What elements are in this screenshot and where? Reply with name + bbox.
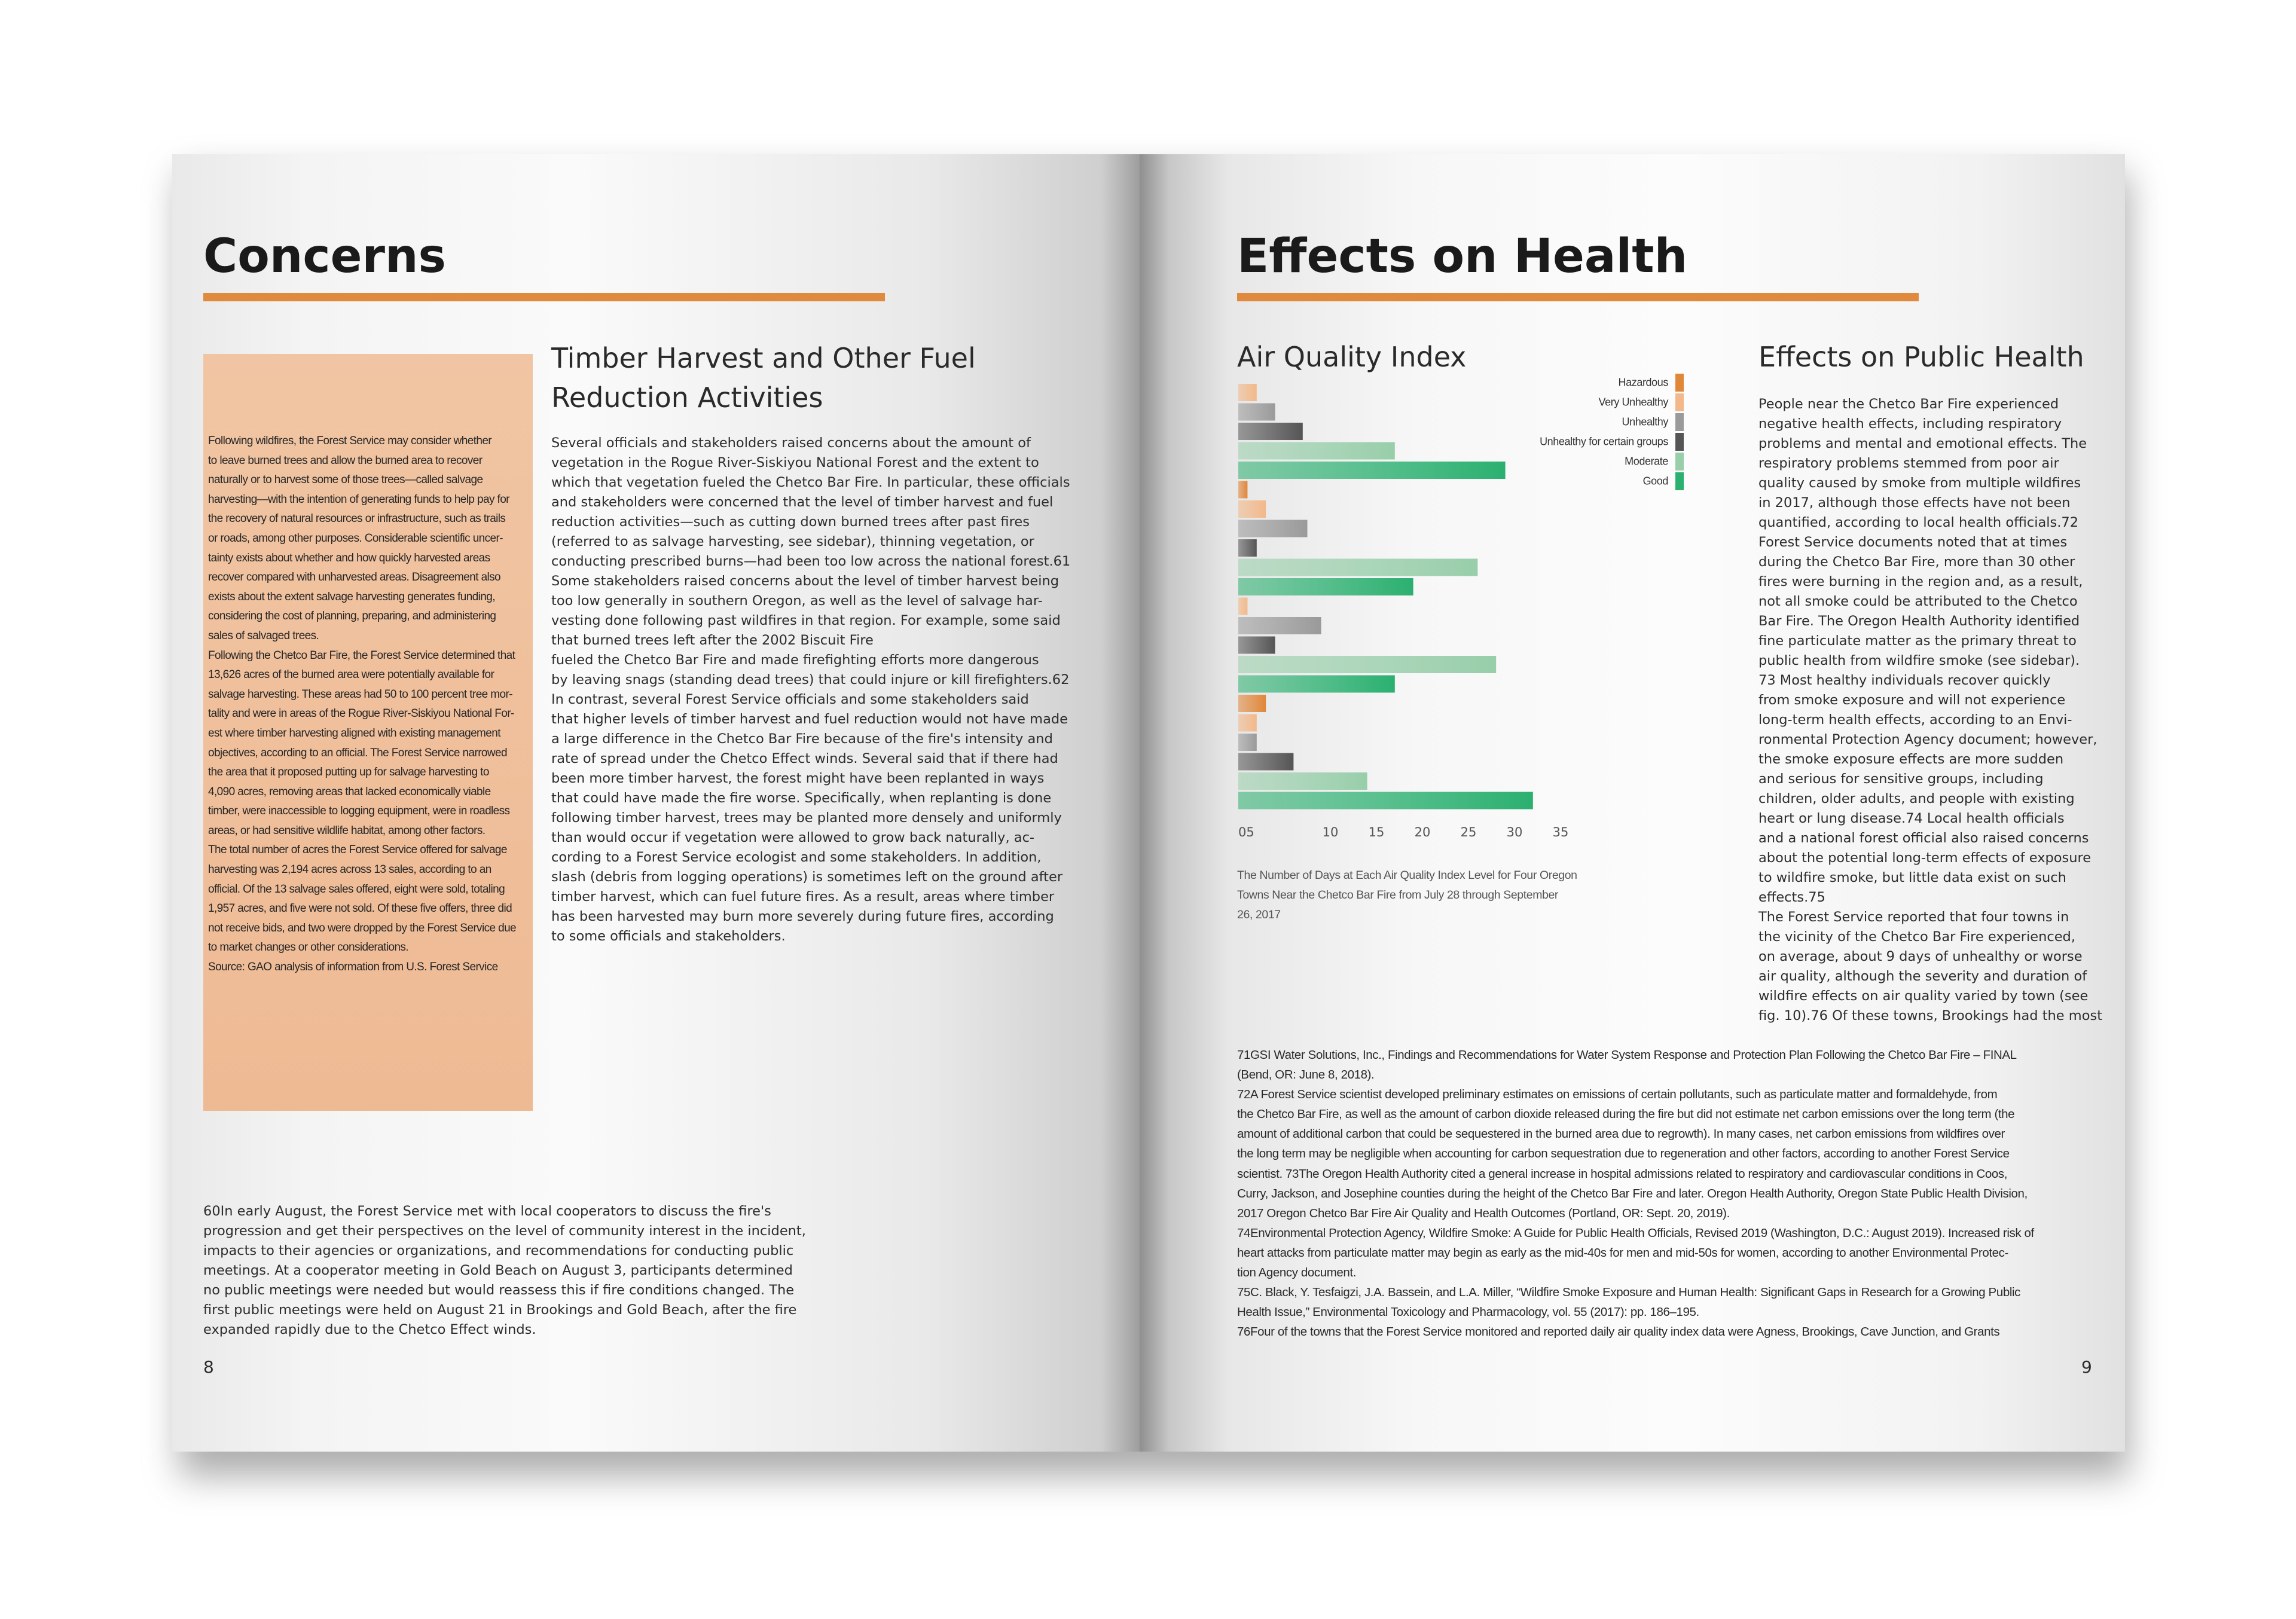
page-number: 8 xyxy=(203,1357,214,1377)
bar xyxy=(1238,442,1395,460)
legend-label: Unhealthy xyxy=(1622,416,1668,428)
bar xyxy=(1238,559,1477,576)
body-text: Several officials and stakeholders raised concerns about the amount of vegetation in the Rogue River-Siskiyou National Forest and the extent to which that vegetation fueled the Chetco Bar Fire. In particular, these officials and stakeholders were concerned that the level of timber harvest and fuel reduction activities—such as cutting down burned trees after past fires (referred to as salvage harvesting, see sidebar), thinning vegetation, or conducting prescribed burns—had been too low across the national forest.61 Some stakeholders raised concerns about the level of timber harvest being too low generally in southern Oregon, as well as the level of salvage har- vesting done following past wildfires in that region. For example, some said that burned trees left after the 2002 Biscuit Fire fueled the Chetco Bar Fire and made firefighting efforts more dangerous by leaving snags (standing dead trees) that could injure or kill firefighters.62 In contrast, several Forest Service officials and some stakeholders said that higher levels of timber harvest and fuel reduction would not have made a large difference in the Chetco Bar Fire because of the fire's intensity and rate of spread under the Chetco Effect winds. Several said that if there had been more timber harvest, the forest might have been replanted in ways that could have made the fire worse. Specifically, when replanting is done following timber harvest, trees may be planted more densely and uniformly than would occur if vegetation were allowed to grow back naturally, ac- cording to a Forest Service ecologist and some stakeholders. In addition, slash (debris from logging operations) is sometimes left on the ground after timber harvest, which can fuel future fires. As a result, areas where timber has been harvested may burn more severely during future fires, according to some officials and stakeholders. xyxy=(551,435,1071,944)
legend-swatch xyxy=(1675,374,1684,392)
chart-caption: The Number of Days at Each Air Quality Index Level for Four Oregon Towns Near the Chetco Bar Fire from July 28 through September 26, 2017 xyxy=(1237,869,1577,921)
left-page xyxy=(172,154,1140,1452)
page-number: 9 xyxy=(2081,1357,2092,1377)
legend-swatch xyxy=(1675,413,1684,431)
legend-item xyxy=(1643,472,1684,490)
legend-label: Very Unhealthy xyxy=(1598,396,1668,408)
right-page xyxy=(1140,154,2125,1452)
footnote-60: 60In early August, the Forest Service met with local cooperators to discuss the fire's progression and get their perspectives on the level of community interest in the incident, impacts to their agencies or organizations, and recommendations for conducting public meetings. At a cooperator meeting in Gold Beach on August 3, participants determined no public meetings were needed but would reassess this if fire conditions changed. The first public meetings were held on August 21 in Brookings and Gold Beach, after the fire expanded rapidly due to the Chetco Effect winds. xyxy=(203,1203,806,1337)
bar xyxy=(1238,753,1293,771)
chart-title: Air Quality Index xyxy=(1237,341,1467,373)
x-tick-label: 20 xyxy=(1414,825,1431,839)
bar xyxy=(1238,578,1413,595)
x-tick-label: 35 xyxy=(1552,825,1569,839)
aqi-bar-chart xyxy=(1229,384,1648,844)
title-rule xyxy=(1237,293,1919,301)
bar xyxy=(1238,384,1257,401)
health-body-text: People near the Chetco Bar Fire experienced negative health effects, including respiratory problems and mental and emotional effects. The respiratory problems stemmed from poor air quality caused by smoke from multiple wildfires in 2017, although those effects have not been quantified, according to local health officials.72 Forest Service documents noted that at times during the Chetco Bar Fire, more than 30 other fires were burning in the region and, as a result, not all smoke could be attributed to the Chetco Bar Fire. The Oregon Health Authority identified fine particulate matter as the primary threat to public health from wildfire smoke (see sidebar). 73 Most healthy individuals recover quickly from smoke exposure and will not experience long-term health effects, according to an Envi- ronmental Protection Agency document; however, the smoke exposure effects are more sudden and serious for sensitive groups, including children, older adults, and people with existing heart or lung disease.74 Local health officials and a national forest official also raised concerns about the potential long-term effects of exposure to wildfire smoke, but little data exist on such effects.75 The Forest Service reported that four towns in the vicinity of the Chetco Bar Fire experienced, on average, about 9 days of unhealthy or worse air quality, although the severity and duration of wildfire effects on air quality varied by town (see fig. 10).76 Of these towns, Brookings had the most xyxy=(1758,396,2103,1024)
bar xyxy=(1238,695,1266,712)
legend-swatch xyxy=(1675,472,1684,490)
bar xyxy=(1238,500,1266,518)
bar xyxy=(1238,598,1247,615)
x-tick-label: 25 xyxy=(1460,825,1477,839)
bar xyxy=(1238,676,1395,693)
bar xyxy=(1238,772,1367,790)
page-title: Concerns xyxy=(203,230,446,283)
bar xyxy=(1238,539,1257,557)
bar xyxy=(1238,423,1303,440)
sidebar-box xyxy=(203,354,533,1111)
title-rule xyxy=(203,293,885,301)
sidebar-text: Following wildfires, the Forest Service may consider whether to leave burned trees and allow the burned area to recover naturally or to harvest some of those trees—called salvage harvesting—with the intention of generating funds to help pay for the recovery of natural resources or infrastructure, such as trails or roads, among other purposes. Considerable scientific uncer- tainty exists about whether and how quickly harvested areas recover compared with unharvested areas. Disagreement also exists about the extent salvage harvesting generates funding, considering the cost of planning, preparing, and administering sales of salvaged trees. Following the Chetco Bar Fire, the Forest Service determined that 13,626 acres of the burned area were potentially available for salvage harvesting. These areas had 50 to 100 percent tree mor- tality and were in areas of the Rogue River-Siskiyou National For- est where timber harvesting aligned with existing management objectives, according to an official. The Forest Service narrowed the area that it proposed putting up for salvage harvesting to 4,090 acres, removing areas that lacked economically viable timber, were inaccessible to logging equipment, were in roadless areas, or had sensitive wildlife habitat, among other factors. The total number of acres the Forest Service offered for salvage harvesting was 2,194 acres across 13 sales, according to an official. Of the 13 salvage sales offered, eight were sold, totaling 1,957 acres, and five were not sold. Of these five offers, three did not receive bids, and two were dropped by the Forest Service due to market changes or other considerations. Source: GAO analysis of information from U.S. Forest Service xyxy=(208,435,517,974)
bar xyxy=(1238,462,1506,479)
legend-swatch xyxy=(1675,453,1684,471)
section-heading: Timber Harvest and Other Fuel Reduction Activities xyxy=(551,342,976,414)
x-tick-label: 30 xyxy=(1506,825,1523,839)
bar xyxy=(1238,792,1533,810)
bar xyxy=(1238,520,1308,537)
legend-label: Unhealthy for certain groups xyxy=(1540,435,1668,448)
bar xyxy=(1238,656,1496,673)
legend-label: Hazardous xyxy=(1618,376,1668,389)
legend-label: Moderate xyxy=(1625,455,1668,468)
bar xyxy=(1238,734,1257,751)
x-tick-label: 15 xyxy=(1368,825,1385,839)
legend-swatch xyxy=(1675,393,1684,411)
bar xyxy=(1238,481,1247,499)
x-tick-label: 05 xyxy=(1238,825,1254,839)
legend-swatch xyxy=(1675,433,1684,451)
bar xyxy=(1238,617,1321,634)
legend-label: Good xyxy=(1642,475,1668,487)
bar xyxy=(1238,404,1275,421)
footnotes: 71GSI Water Solutions, Inc., Findings and Recommendations for Water System Response and Protection Plan Following the Chetco Bar Fire – FINAL (Bend, OR: June 8, 2018). 72A Forest Service scientist developed preliminary estimates on emissions of certain pollutants, such as particulate matter and formaldehyde, from the Chetco Bar Fire, as well as the amount of carbon dioxide released during the fire but did not estimate net carbon emissions over the long term (the amount of additional carbon that could be sequestered in the burned area due to regrowth). In many cases, net carbon emissions from wildfires over the long term may be negligible when accounting for carbon sequestration due to regeneration and other factors, according to another Forest Service scientist. 73The Oregon Health Authority cited a general increase in hospital admissions related to respiratory and cardiovascular conditions in Coos, Curry, Jackson, and Josephine counties during the height of the Chetco Bar Fire and later. Oregon Health Authority, Oregon State Public Health Division, 2017 Oregon Chetco Bar Fire Air Quality and Health Outcomes (Portland, OR: Sept. 20, 2019). 74Environmental Protection Agency, Wildfire Smoke: A Guide for Public Health Officials, Revised 2019 (Washington, D.C.: August 2019). Increased risk of heart attacks from particulate matter may begin as early as the mid-40s for men and mid-50s for women, according to another Environmental Protec- tion Agency document. 75C. Black, Y. Tesfaigzi, J.A. Bassein, and L.A. Miller, “Wildfire Smoke Exposure and Human Health: Significant Gaps in Research for a Growing Public Health Issue,” Environmental Toxicology and Pharmacology, vol. 55 (2017): pp. 186–195. 76Four of the towns that the Forest Service monitored and reported daily air quality index data were Agness, Brookings, Cave Junction, and Grants xyxy=(1237,1048,2034,1339)
bar xyxy=(1238,637,1275,654)
x-tick-label: 10 xyxy=(1322,825,1339,839)
bar xyxy=(1238,714,1257,732)
subheading: Effects on Public Health xyxy=(1758,341,2084,373)
page-title: Effects on Health xyxy=(1237,230,1688,283)
